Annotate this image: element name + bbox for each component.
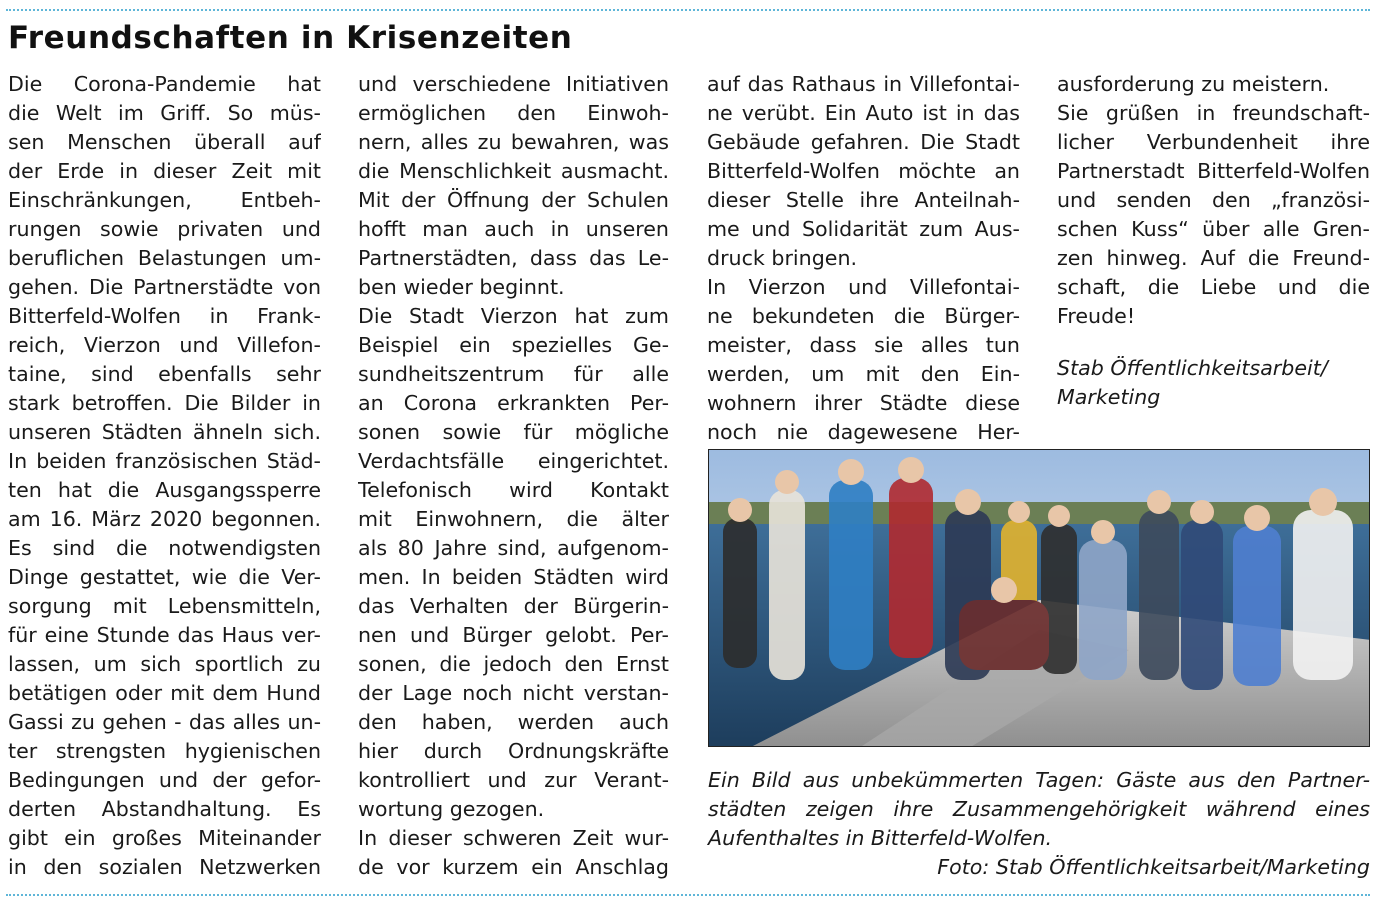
column-3-line: noch nie dagewesene Her- [707, 420, 1020, 444]
column-1-line: Einschränkungen, Entbeh- [8, 188, 321, 212]
column-1-line: reich, Vierzon und Villefon- [8, 333, 321, 357]
column-2-line: an Corona erkrankten Per- [358, 391, 669, 415]
column-2-line: Beispiel ein spezielles Ge- [358, 333, 669, 357]
column-1-line: betätigen oder mit dem Hund [8, 681, 321, 705]
bottom-dotted-rule [6, 894, 1370, 896]
column-4-line: Freude! [1057, 304, 1136, 328]
column-2-line: mit Einwohnern, die älter [358, 507, 669, 531]
column-2-line: wortung gezogen. [358, 797, 545, 821]
column-4-line: ausforderung zu meistern. [1057, 72, 1330, 96]
column-2-line: der Lage noch nicht verstan- [358, 681, 669, 705]
column-2-line: Telefonisch wird Kontakt [358, 478, 669, 502]
article-headline: Freundschaften in Krisenzeiten [8, 20, 573, 56]
column-3-line: ne bekundeten die Bürger- [707, 304, 1020, 328]
column-3-line: meister, dass sie alles tun [707, 333, 1020, 357]
column-4-line: und senden den „französi- [1057, 188, 1370, 212]
column-2-line: hofft man auch in unseren [358, 217, 669, 241]
column-2-line: als 80 Jahre sind, aufgenom- [358, 536, 669, 560]
column-1-line: beruflichen Belastungen um- [8, 246, 321, 270]
column-1-line: Es sind die notwendigsten [8, 536, 321, 560]
column-2-line: das Verhalten der Bürgerin- [358, 594, 669, 618]
column-1-line: ten hat die Ausgangssperre [8, 478, 321, 502]
column-1-line: Die Corona-Pandemie hat [8, 72, 321, 96]
column-2-line: In dieser schweren Zeit wur- [358, 826, 669, 850]
column-2-line: kontrolliert und zur Verant- [358, 768, 669, 792]
column-3-line: dieser Stelle ihre Anteilnah- [707, 188, 1020, 212]
column-4-body [1057, 70, 1370, 331]
column-2-line: Partnerstädten, dass das Le- [358, 246, 669, 270]
column-2-line: die Menschlichkeit ausmacht. [358, 159, 669, 183]
photo-caption [708, 766, 1370, 882]
column-2-line: ermöglichen den Einwoh- [358, 101, 669, 125]
text-column-1 [8, 70, 321, 882]
column-2-line: men. In beiden Städten wird [358, 565, 669, 589]
column-3-line: In Vierzon und Villefontai- [707, 275, 1020, 299]
column-2-line: sonen sowie für mögliche [358, 420, 669, 444]
column-2-line: ben wieder beginnt. [358, 275, 565, 299]
group-photo-illustration [709, 450, 1370, 747]
column-1-line: in den sozialen Netzwerken [8, 855, 321, 879]
signature-gap [1057, 331, 1370, 354]
caption-line-3: Aufenthaltes in Bitterfeld-Wolfen. [708, 826, 1053, 850]
column-4-line: zen hinweg. Auf die Freund- [1057, 246, 1370, 270]
column-3-line: Gebäude gefahren. Die Stadt [707, 130, 1020, 154]
column-1-line: der Erde in dieser Zeit mit [8, 159, 321, 183]
column-3-line: druck bringen. [707, 246, 858, 270]
top-dotted-rule [6, 9, 1370, 11]
column-2-line: Die Stadt Vierzon hat zum [358, 304, 669, 328]
text-column-3 [707, 70, 1020, 447]
column-1-line: gibt ein großes Miteinander [8, 826, 321, 850]
column-2-line: und verschiedene Initiativen [358, 72, 669, 96]
column-1-line: am 16. März 2020 begonnen. [8, 507, 321, 531]
column-1-line: gehen. Die Partnerstädte von [8, 275, 321, 299]
column-4-line: Sie grüßen in freundschaft- [1057, 101, 1370, 125]
column-1-line: rungen sowie privaten und [8, 217, 321, 241]
column-1-line: Dinge gestattet, wie die Ver- [8, 565, 321, 589]
column-3-line: ne verübt. Ein Auto ist in das [707, 101, 1020, 125]
column-4-line: Partnerstadt Bitterfeld-Wolfen [1057, 159, 1370, 183]
column-1-line: taine, sind ebenfalls sehr [8, 362, 321, 386]
caption-line-2: städten zeigen ihre Zusammengehörigkeit während eines [708, 797, 1370, 821]
signature-line-2: Marketing [1057, 385, 1161, 409]
column-1-line: sorgung mit Lebensmitteln, [8, 594, 321, 618]
column-2-line: Mit der Öffnung der Schulen [358, 188, 669, 212]
column-2-line: sonen, die jedoch den Ernst [358, 652, 669, 676]
text-column-4 [1057, 70, 1370, 412]
column-1-line: In beiden französischen Städ- [8, 449, 321, 473]
column-1-line: stark betroffen. Die Bilder in [8, 391, 321, 415]
column-1-line: ter strengsten hygienischen [8, 739, 321, 763]
column-4-line: licher Verbundenheit ihre [1057, 130, 1370, 154]
column-3-line: auf das Rathaus in Villefontai- [707, 72, 1020, 96]
signature-line-1: Stab Öffentlichkeitsarbeit/ [1057, 356, 1328, 380]
column-1-line: lassen, um sich sportlich zu [8, 652, 321, 676]
column-2-line: de vor kurzem ein Anschlag [358, 855, 669, 879]
group-photo [708, 449, 1370, 747]
column-2-line: nern, alles zu bewahren, was [358, 130, 669, 154]
column-1-line: die Welt im Griff. So müs- [8, 101, 321, 125]
column-2-line: hier durch Ordnungskräfte [358, 739, 669, 763]
column-3-line: werden, um mit den Ein- [707, 362, 1020, 386]
column-2-line: nen und Bürger gelobt. Per- [358, 623, 669, 647]
text-column-2 [358, 70, 669, 882]
column-2-line: den haben, werden auch [358, 710, 669, 734]
column-1-line: Gassi zu gehen - das alles un- [8, 710, 321, 734]
column-1-line: Bitterfeld-Wolfen in Frank- [8, 304, 321, 328]
column-1-line: Bedingungen und der gefor- [8, 768, 321, 792]
column-1-line: sen Menschen überall auf [8, 130, 321, 154]
column-1-line: derten Abstandhaltung. Es [8, 797, 321, 821]
column-3-line: wohnern ihrer Städte diese [707, 391, 1020, 415]
column-2-line: Verdachtsfälle eingerichtet. [358, 449, 669, 473]
column-3-line: Bitterfeld-Wolfen möchte an [707, 159, 1020, 183]
column-3-line: me und Solidarität zum Aus- [707, 217, 1020, 241]
photo-credit: Foto: Stab Öffentlichkeitsarbeit/Marketing [937, 855, 1370, 879]
column-1-line: unseren Städten ähneln sich. [8, 420, 321, 444]
column-1-line: für eine Stunde das Haus ver- [8, 623, 321, 647]
column-2-line: sundheitszentrum für alle [358, 362, 669, 386]
column-4-line: schen Kuss“ über alle Gren- [1057, 217, 1370, 241]
caption-line-1: Ein Bild aus unbekümmerten Tagen: Gäste aus den Partner- [708, 768, 1370, 792]
column-4-line: schaft, die Liebe und die [1057, 275, 1370, 299]
